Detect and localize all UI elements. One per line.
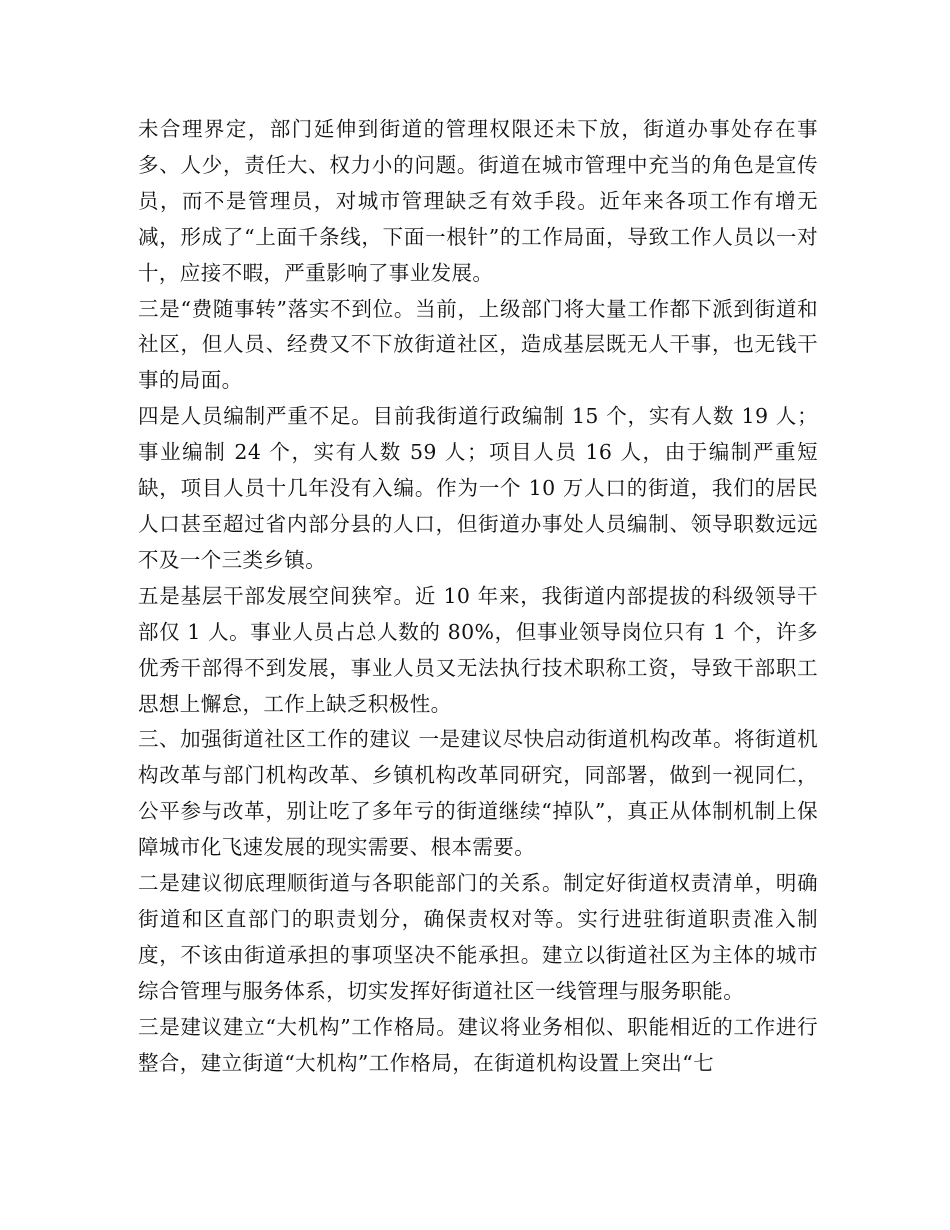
- paragraph-1: 未合理界定，部门延伸到街道的管理权限还未下放，街道办事处存在事多、人少，责任大、权力小的问题。街道在城市管理中充当的角色是宣传员，而不是管理员，对城市管理缺乏有效手段。近年来各项工作有增无减，形成了“上面千条线，下面一根针”的工作局面，导致工作人员以一对十，应接不暇，严重影响了事业发展。: [138, 117, 818, 285]
- paragraph-5: 三、加强街道社区工作的建议 一是建议尽快启动街道机构改革。将街道机构改革与部门机构改革、乡镇机构改革同研究，同部署，做到一视同仁，公平参与改革，别让吃了多年亏的街道继续“掉队”，真正从体制机制上保障城市化飞速发展的现实需要、根本需要。: [138, 727, 818, 860]
- paragraph-7: 三是建议建立“大机构”工作格局。建议将业务相似、职能相近的工作进行整合，建立街道“大机构”工作格局，在街道机构设置上突出“七: [138, 1014, 818, 1075]
- paragraph-4: 五是基层干部发展空间狭窄。近 10 年来，我街道内部提拔的科级领导干部仅 1 人。事业人员占总人数的 80%，但事业领导岗位只有 1 个，许多优秀干部得不到发展，事业人员又无法执行技术职称工资，导致干部职工思想上懈怠，工作上缺乏积极性。: [138, 583, 818, 716]
- paragraph-2: 三是“费随事转”落实不到位。当前，上级部门将大量工作都下派到街道和社区，但人员、经费又不下放街道社区，造成基层既无人干事，也无钱干事的局面。: [138, 296, 818, 393]
- paragraph-3: 四是人员编制严重不足。目前我街道行政编制 15 个，实有人数 19 人；事业编制 24 个，实有人数 59 人；项目人员 16 人，由于编制严重短缺，项目人员十几年没有入编。作为一个 10 万人口的街道，我们的居民人口甚至超过省内部分县的人口，但街道办事处人员编制、领导职数远远不及一个三类乡镇。: [138, 404, 818, 572]
- paragraph-6: 二是建议彻底理顺街道与各职能部门的关系。制定好街道权责清单，明确街道和区直部门的职责划分，确保责权对等。实行进驻街道职责准入制度，不该由街道承担的事项坚决不能承担。建立以街道社区为主体的城市综合管理与服务体系，切实发挥好街道社区一线管理与服务职能。: [138, 871, 818, 1003]
- document-body: [138, 112, 818, 1081]
